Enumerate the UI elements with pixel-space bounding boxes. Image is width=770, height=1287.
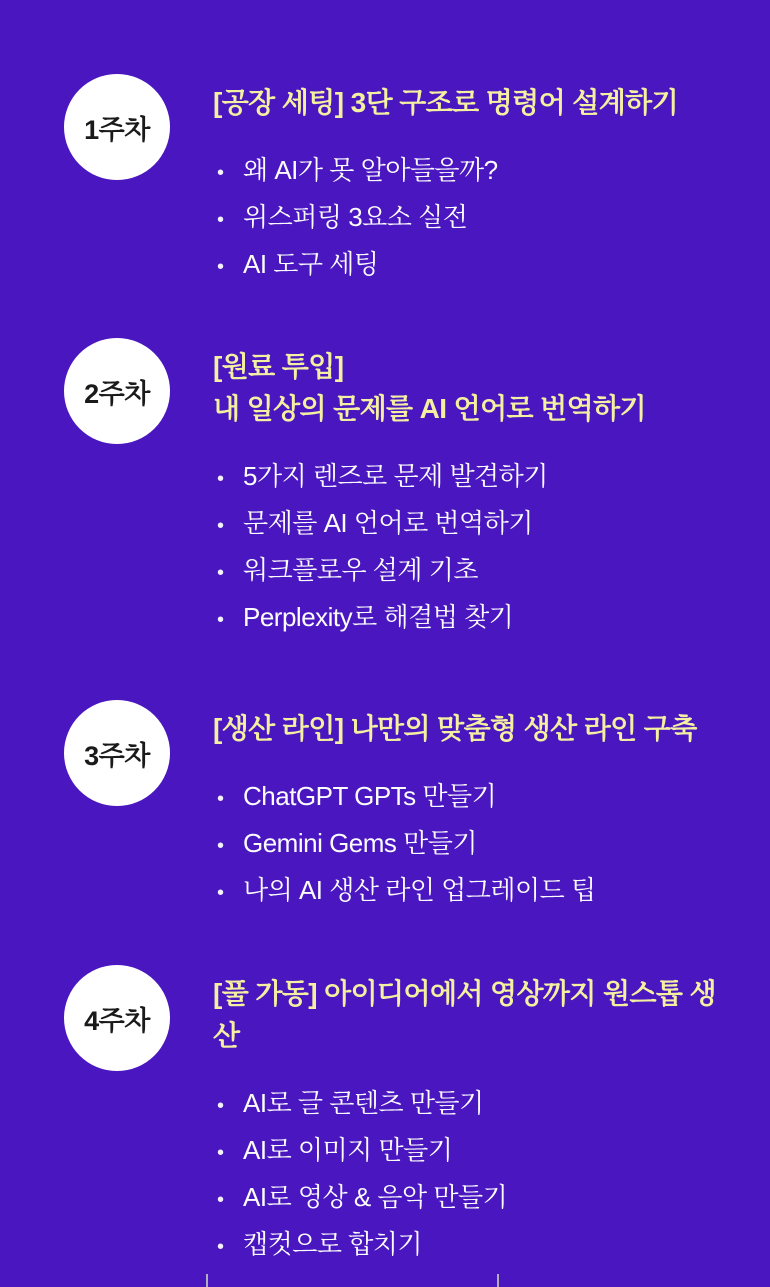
bullet-icon: • [217, 609, 225, 631]
list-item [213, 148, 733, 195]
week-badge [64, 74, 170, 180]
week-content [213, 965, 733, 1269]
topic-list [213, 774, 733, 915]
week-content [213, 700, 733, 915]
topic-label: Perplexity로 해결법 찾기 [243, 602, 514, 632]
list-item [213, 501, 733, 548]
bullet-icon: • [217, 256, 225, 278]
bullet-icon: • [217, 162, 225, 184]
list-item [213, 548, 733, 595]
topic-label: AI로 영상 & 음악 만들기 [243, 1182, 508, 1212]
table-divider-tick [206, 1274, 208, 1287]
bullet-icon: • [217, 468, 225, 490]
week-title [213, 346, 733, 430]
week-section-3 [64, 700, 733, 915]
bullet-icon: • [217, 788, 225, 810]
week-section-4 [64, 965, 733, 1269]
list-item [213, 774, 733, 821]
week-title-line: [생산 라인] 나만의 맞춤형 생산 라인 구축 [213, 713, 697, 744]
week-badge-label: 1주차 [84, 114, 150, 145]
bullet-icon: • [217, 515, 225, 537]
list-item [213, 1175, 733, 1222]
topic-label: ChatGPT GPTs 만들기 [243, 781, 497, 811]
topic-label: Gemini Gems 만들기 [243, 828, 477, 858]
week-title [213, 973, 733, 1057]
week-title-line: [공장 세팅] 3단 구조로 명령어 설계하기 [213, 87, 679, 118]
bullet-icon: • [217, 835, 225, 857]
week-content [213, 74, 733, 289]
list-item [213, 595, 733, 642]
topic-label: AI 도구 세팅 [243, 249, 379, 279]
week-badge-label: 4주차 [84, 1005, 150, 1036]
week-title-line: [원료 투입] [213, 351, 344, 382]
list-item [213, 868, 733, 915]
topic-label: 왜 AI가 못 알아들을까? [243, 155, 498, 185]
topic-list [213, 454, 733, 642]
list-item [213, 195, 733, 242]
topic-label: 5가지 렌즈로 문제 발견하기 [243, 461, 548, 491]
topic-label: AI로 이미지 만들기 [243, 1135, 453, 1165]
bullet-icon: • [217, 1236, 225, 1258]
list-item [213, 454, 733, 501]
list-item [213, 821, 733, 868]
bullet-icon: • [217, 1189, 225, 1211]
week-badge [64, 700, 170, 806]
week-title-line: [풀 가동] 아이디어에서 영상까지 원스톱 생산 [213, 978, 716, 1051]
topic-label: 워크플로우 설계 기초 [243, 555, 478, 585]
topic-list [213, 1081, 733, 1269]
week-section-1 [64, 74, 733, 289]
bullet-icon: • [217, 882, 225, 904]
topic-label: AI로 글 콘텐츠 만들기 [243, 1088, 484, 1118]
week-content [213, 338, 733, 642]
week-badge-label: 3주차 [84, 740, 150, 771]
bullet-icon: • [217, 1142, 225, 1164]
list-item [213, 242, 733, 289]
topic-label: 캡컷으로 합치기 [243, 1229, 423, 1259]
bullet-icon: • [217, 209, 225, 231]
week-badge-label: 2주차 [84, 378, 150, 409]
list-item [213, 1081, 733, 1128]
week-title-line: 내 일상의 문제를 AI 언어로 번역하기 [213, 393, 646, 424]
bullet-icon: • [217, 1095, 225, 1117]
list-item [213, 1128, 733, 1175]
topic-label: 문제를 AI 언어로 번역하기 [243, 508, 533, 538]
week-title [213, 82, 733, 124]
week-badge [64, 965, 170, 1071]
topic-label: 위스퍼링 3요소 실전 [243, 202, 468, 232]
topic-list [213, 148, 733, 289]
bullet-icon: • [217, 562, 225, 584]
week-title [213, 708, 733, 750]
table-divider-tick [497, 1274, 499, 1287]
week-section-2 [64, 338, 733, 642]
week-badge [64, 338, 170, 444]
topic-label: 나의 AI 생산 라인 업그레이드 팁 [243, 875, 596, 905]
list-item [213, 1222, 733, 1269]
